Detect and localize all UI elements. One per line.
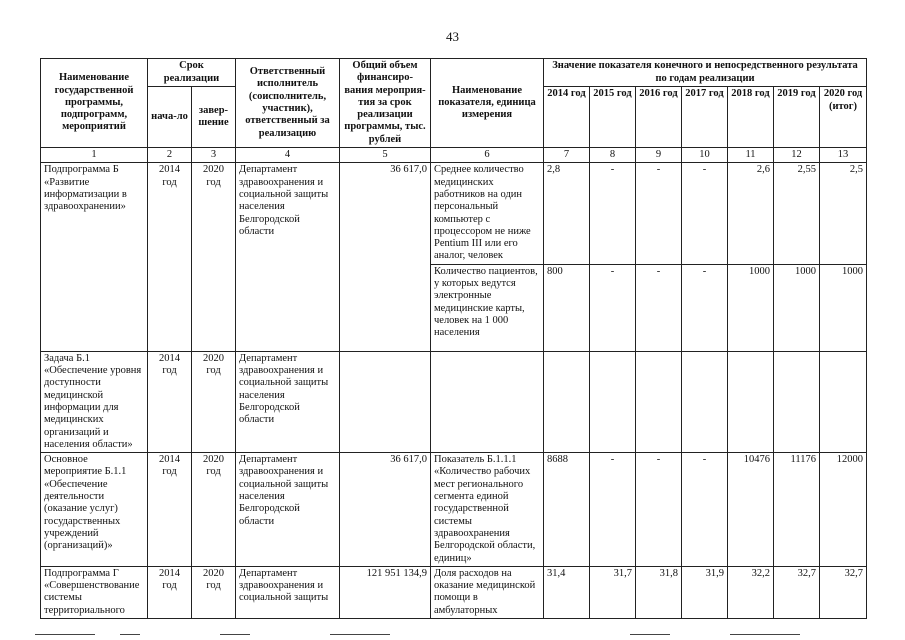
header-year: 2016 год <box>636 87 682 148</box>
row-value <box>682 351 728 452</box>
header-start: нача-ло <box>148 87 192 148</box>
row-end: 2020 год <box>192 566 236 618</box>
row-value: 11176 <box>774 453 820 567</box>
row-indicator: Доля расходов на оказание медицинской помощи в амбулаторных <box>431 566 544 618</box>
column-number: 12 <box>774 148 820 163</box>
row-value <box>544 351 590 452</box>
row-value: - <box>590 264 636 351</box>
column-number: 3 <box>192 148 236 163</box>
row-indicator: Показатель Б.1.1.1 «Количество рабочих мест регионального сегмента единой государственной системы здравоохранения Белгородской области, единиц» <box>431 453 544 567</box>
row-value: 1000 <box>820 264 867 351</box>
row-end: 2020 год <box>192 163 236 351</box>
row-value: 2,6 <box>728 163 774 264</box>
column-numbers-row <box>41 148 867 163</box>
row-responsible: Департамент здравоохранения и социальной защиты населения Белгородской области <box>236 351 340 452</box>
row-start: 2014 год <box>148 566 192 618</box>
row-value: 31,8 <box>636 566 682 618</box>
row-value: - <box>590 453 636 567</box>
row-start: 2014 год <box>148 163 192 351</box>
row-value: 32,7 <box>774 566 820 618</box>
row-value: 1000 <box>774 264 820 351</box>
row-value: - <box>636 453 682 567</box>
column-number: 5 <box>340 148 431 163</box>
row-value: 12000 <box>820 453 867 567</box>
row-value: 2,5 <box>820 163 867 264</box>
column-number: 11 <box>728 148 774 163</box>
table-row <box>41 163 867 264</box>
row-value: 31,9 <box>682 566 728 618</box>
row-indicator <box>431 351 544 452</box>
row-name: Подпрограмма Г «Совершенствование системы территориального <box>41 566 148 618</box>
header-values: Значение показателя конечного и непосредственного результата по годам реализации <box>544 59 867 87</box>
row-value: 8688 <box>544 453 590 567</box>
row-value <box>774 351 820 452</box>
row-name: Подпрограмма Б «Развитие информатизации в здравоохранении» <box>41 163 148 351</box>
row-name: Задача Б.1 «Обеспечение уровня доступности медицинской информации для медицинских организаций и населения области» <box>41 351 148 452</box>
row-responsible: Департамент здравоохранения и социальной защиты <box>236 566 340 618</box>
row-end: 2020 год <box>192 453 236 567</box>
table-row <box>41 566 867 618</box>
row-value: - <box>682 264 728 351</box>
row-value <box>820 351 867 452</box>
scan-edge <box>30 628 875 640</box>
row-value: 31,4 <box>544 566 590 618</box>
column-number: 2 <box>148 148 192 163</box>
row-indicator: Среднее количество медицинских работников на один персональный компьютер с процессором не ниже Pentium III или его аналог, человек <box>431 163 544 264</box>
header-responsible: Ответственный исполнитель (соисполнитель, участник), ответственный за реализацию <box>236 59 340 148</box>
row-value: - <box>682 453 728 567</box>
row-start: 2014 год <box>148 453 192 567</box>
row-value <box>636 351 682 452</box>
row-value: 10476 <box>728 453 774 567</box>
page-number: 43 <box>446 29 459 44</box>
row-financing: 36 617,0 <box>340 163 431 351</box>
row-value: 2,55 <box>774 163 820 264</box>
row-value: 2,8 <box>544 163 590 264</box>
column-number: 4 <box>236 148 340 163</box>
header-year: 2014 год <box>544 87 590 148</box>
column-number: 8 <box>590 148 636 163</box>
header-financing: Общий объем финансиро-вания мероприя-тия за срок реализации программы, тыс. рублей <box>340 59 431 148</box>
row-value: - <box>590 163 636 264</box>
header-indicator: Наименование показателя, единица измерения <box>431 59 544 148</box>
scan-artifact <box>630 634 670 635</box>
row-value: 800 <box>544 264 590 351</box>
header-year: 2018 год <box>728 87 774 148</box>
column-number: 6 <box>431 148 544 163</box>
row-value: 1000 <box>728 264 774 351</box>
row-value: 31,7 <box>590 566 636 618</box>
header-year: 2015 год <box>590 87 636 148</box>
row-value: 32,7 <box>820 566 867 618</box>
row-financing: 121 951 134,9 <box>340 566 431 618</box>
row-financing: 36 617,0 <box>340 453 431 567</box>
header-year: 2020 год (итог) <box>820 87 867 148</box>
row-value: 32,2 <box>728 566 774 618</box>
header-name: Наименование государственной программы, подпрограмм, мероприятий <box>41 59 148 148</box>
scan-artifact <box>730 634 800 635</box>
row-value: - <box>682 163 728 264</box>
table-row <box>41 453 867 567</box>
header-year: 2019 год <box>774 87 820 148</box>
scan-artifact <box>330 634 390 635</box>
row-value <box>728 351 774 452</box>
scan-artifact <box>220 634 250 635</box>
row-financing <box>340 351 431 452</box>
header-year: 2017 год <box>682 87 728 148</box>
column-number: 7 <box>544 148 590 163</box>
header-period: Срок реализации <box>148 59 236 87</box>
row-value: - <box>636 163 682 264</box>
row-end: 2020 год <box>192 351 236 452</box>
column-number: 13 <box>820 148 867 163</box>
row-value <box>590 351 636 452</box>
row-name: Основное мероприятие Б.1.1 «Обеспечение деятельности (оказание услуг) государственных учреждений (организаций)» <box>41 453 148 567</box>
row-start: 2014 год <box>148 351 192 452</box>
column-number: 10 <box>682 148 728 163</box>
column-number: 9 <box>636 148 682 163</box>
column-number: 1 <box>41 148 148 163</box>
row-indicator: Количество пациентов, у которых ведутся электронные медицинские карты, человек на 1 000 населения <box>431 264 544 351</box>
program-table <box>40 58 867 619</box>
row-responsible: Департамент здравоохранения и социальной защиты населения Белгородской области <box>236 163 340 351</box>
table-row <box>41 351 867 452</box>
scan-artifact <box>35 634 95 635</box>
row-value: - <box>636 264 682 351</box>
header-end: завер-шение <box>192 87 236 148</box>
row-responsible: Департамент здравоохранения и социальной защиты населения Белгородской области <box>236 453 340 567</box>
scan-artifact <box>120 634 140 635</box>
